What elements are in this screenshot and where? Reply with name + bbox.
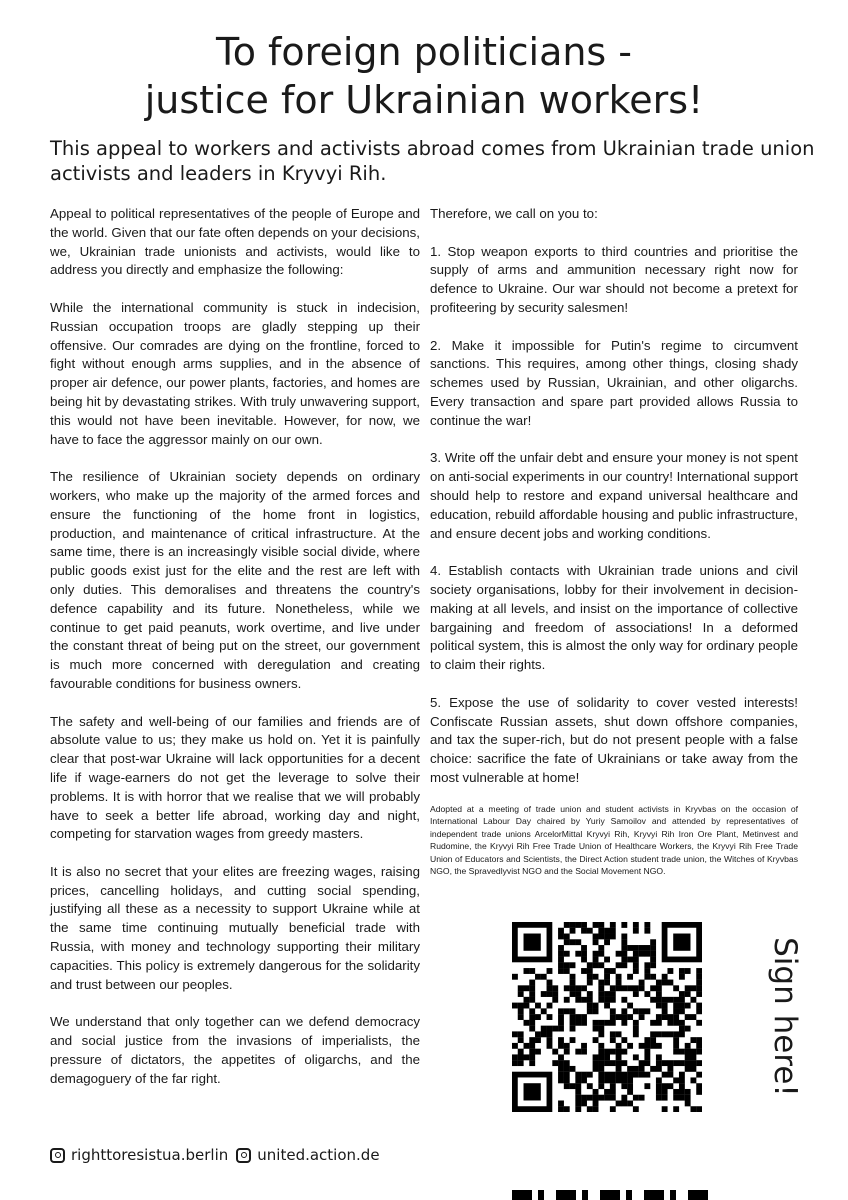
paragraph: It is also no secret that your elites are freezing wages, raising prices, cancelling holidays, and cutting social spending, justifying all these as a necessity to support Ukraine while at the same time continuing mutually beneficial trade with Russia, with money and technology supporting their military capacities. This policy is extremely dangerous for the solidarity and trust between our peoples. bbox=[50, 863, 420, 992]
left-column bbox=[50, 205, 420, 1088]
paragraph: Appeal to political representatives of the people of Europe and the world. Given that our fate often depends on your decisions, we, Ukrainian trade unionists and activists, would like to address you directly and emphasize the following: bbox=[50, 206, 420, 278]
paragraph: While the international community is stuck in indecision, Russian occupation troops are gladly stepping up their offensive. Our comrades are dying on the frontline, forced to fight without enough arms supplies, and in the absence of proper air defence, our power plants, factories, and homes are being hit by devastating strikes. With truly unwavering support, this would not have been inevitable. However, for now, we have to face the aggressor mainly on our own. bbox=[50, 299, 420, 447]
paragraph: The safety and well-being of our families and friends are of absolute value to us; they make us hold on. Yet it is painfully clear that post-war Ukraine will lack opportunities for a decent life if wage-earners do not get the leverage to solve their problems. It is with horror that we realise that we will probably have to seek a better life abroad, working day and night, competing for starvation wages from greedy masters. bbox=[50, 713, 420, 842]
subtitle: This appeal to workers and activists abroad comes from Ukrainian trade union activists and leaders in Kryvyi Rih. bbox=[50, 137, 815, 185]
demand-item: 4. Establish contacts with Ukrainian trade unions and civil society organisations, lobby for their involvement in decision-making at all levels, and insist on the importance of collective bargaining and freedom of associations! In a deformed political system, this is almost the only way for ordinary people to claim their rights. bbox=[430, 563, 798, 673]
social-handle-link[interactable]: united.action.de bbox=[257, 1146, 380, 1164]
instagram-icon bbox=[236, 1148, 251, 1163]
social-handle-link[interactable]: righttoresistua.berlin bbox=[71, 1146, 229, 1164]
sign-here-label: Sign here! bbox=[767, 937, 803, 1097]
demand-item: 2. Make it impossible for Putin's regime to circumvent sanctions. This requires, among other things, closing shady schemes used by Russian, Ukrainian, and other oligarchs. Every transaction and spare part provided allows Russia to continue the war! bbox=[430, 337, 798, 428]
demands-intro: Therefore, we call on you to: bbox=[430, 206, 598, 221]
instagram-icon bbox=[50, 1148, 65, 1163]
qr-code[interactable] bbox=[512, 922, 702, 1112]
demand-item: 1. Stop weapon exports to third countries and prioritise the supply of arms and ammunition necessary right now for defence to Ukraine. Our war should not become a pretext for profiteering by security salesmen! bbox=[430, 243, 798, 315]
demand-item: 3. Write off the unfair debt and ensure your money is not spent on anti-social experiments in our country! International support should help to restore and expand universal healthcare and education, rebuild affordable housing and public infrastructure, and ensure decent jobs and working conditions. bbox=[430, 450, 798, 541]
page-title bbox=[0, 28, 848, 124]
second-qr-code-partial bbox=[512, 1190, 712, 1200]
right-column bbox=[430, 205, 798, 878]
title-line-1: To foreign politicians - bbox=[215, 30, 633, 74]
title-line-2: justice for Ukrainian workers! bbox=[144, 78, 704, 122]
paragraph: The resilience of Ukrainian society depends on ordinary workers, who make up the majority of the armed forces and ensure the functioning of the home front in logistics, production, and maintenance of critical infrastructure. At the same time, there is an increasingly visible social divide, where public goods exist just for the elite and the rest are left with only duties. This demoralises and threatens the country's defence capability and its future. Nonetheless, while we continue to get paid peanuts, work overtime, and live under the constant threat of being put on the street, our government is much more concerned with deregulation and creating favourable conditions for business owners. bbox=[50, 469, 420, 691]
demand-item: 5. Expose the use of solidarity to cover vested interests! Confiscate Russian assets, shut down offshore companies, and tax the super-rich, but do not present people with a false choice: sacrifice the fate of Ukrainians or take away from the most vulnerable at home! bbox=[430, 694, 798, 785]
paragraph: We understand that only together can we defend democracy and social justice from the invasions of imperialists, the pressure of dictators, the appetites of oligarchs, and the demagoguery of the far right. bbox=[50, 1014, 420, 1086]
footer-social-links bbox=[50, 1146, 380, 1164]
adopted-note: Adopted at a meeting of trade union and student activists in Kryvbas on the occasion of International Labour Day chaired by Yuriy Samoilov and attended by representatives of independent trade unions ArcelorMittal Kryvyi Rih, Kryvyi Rih Iron Ore Plant, Metinvest and Rudomine, the Kryvyi Rih Free Trade Union of Healthcare Workers, the Kryvyi Rih Free Trade Union of Educators and Scientists, the Direct Action student trade union, the Witches of Kryvbas NGO, the Spravedlyvist NGO and the Social Movement NGO. bbox=[430, 803, 798, 877]
